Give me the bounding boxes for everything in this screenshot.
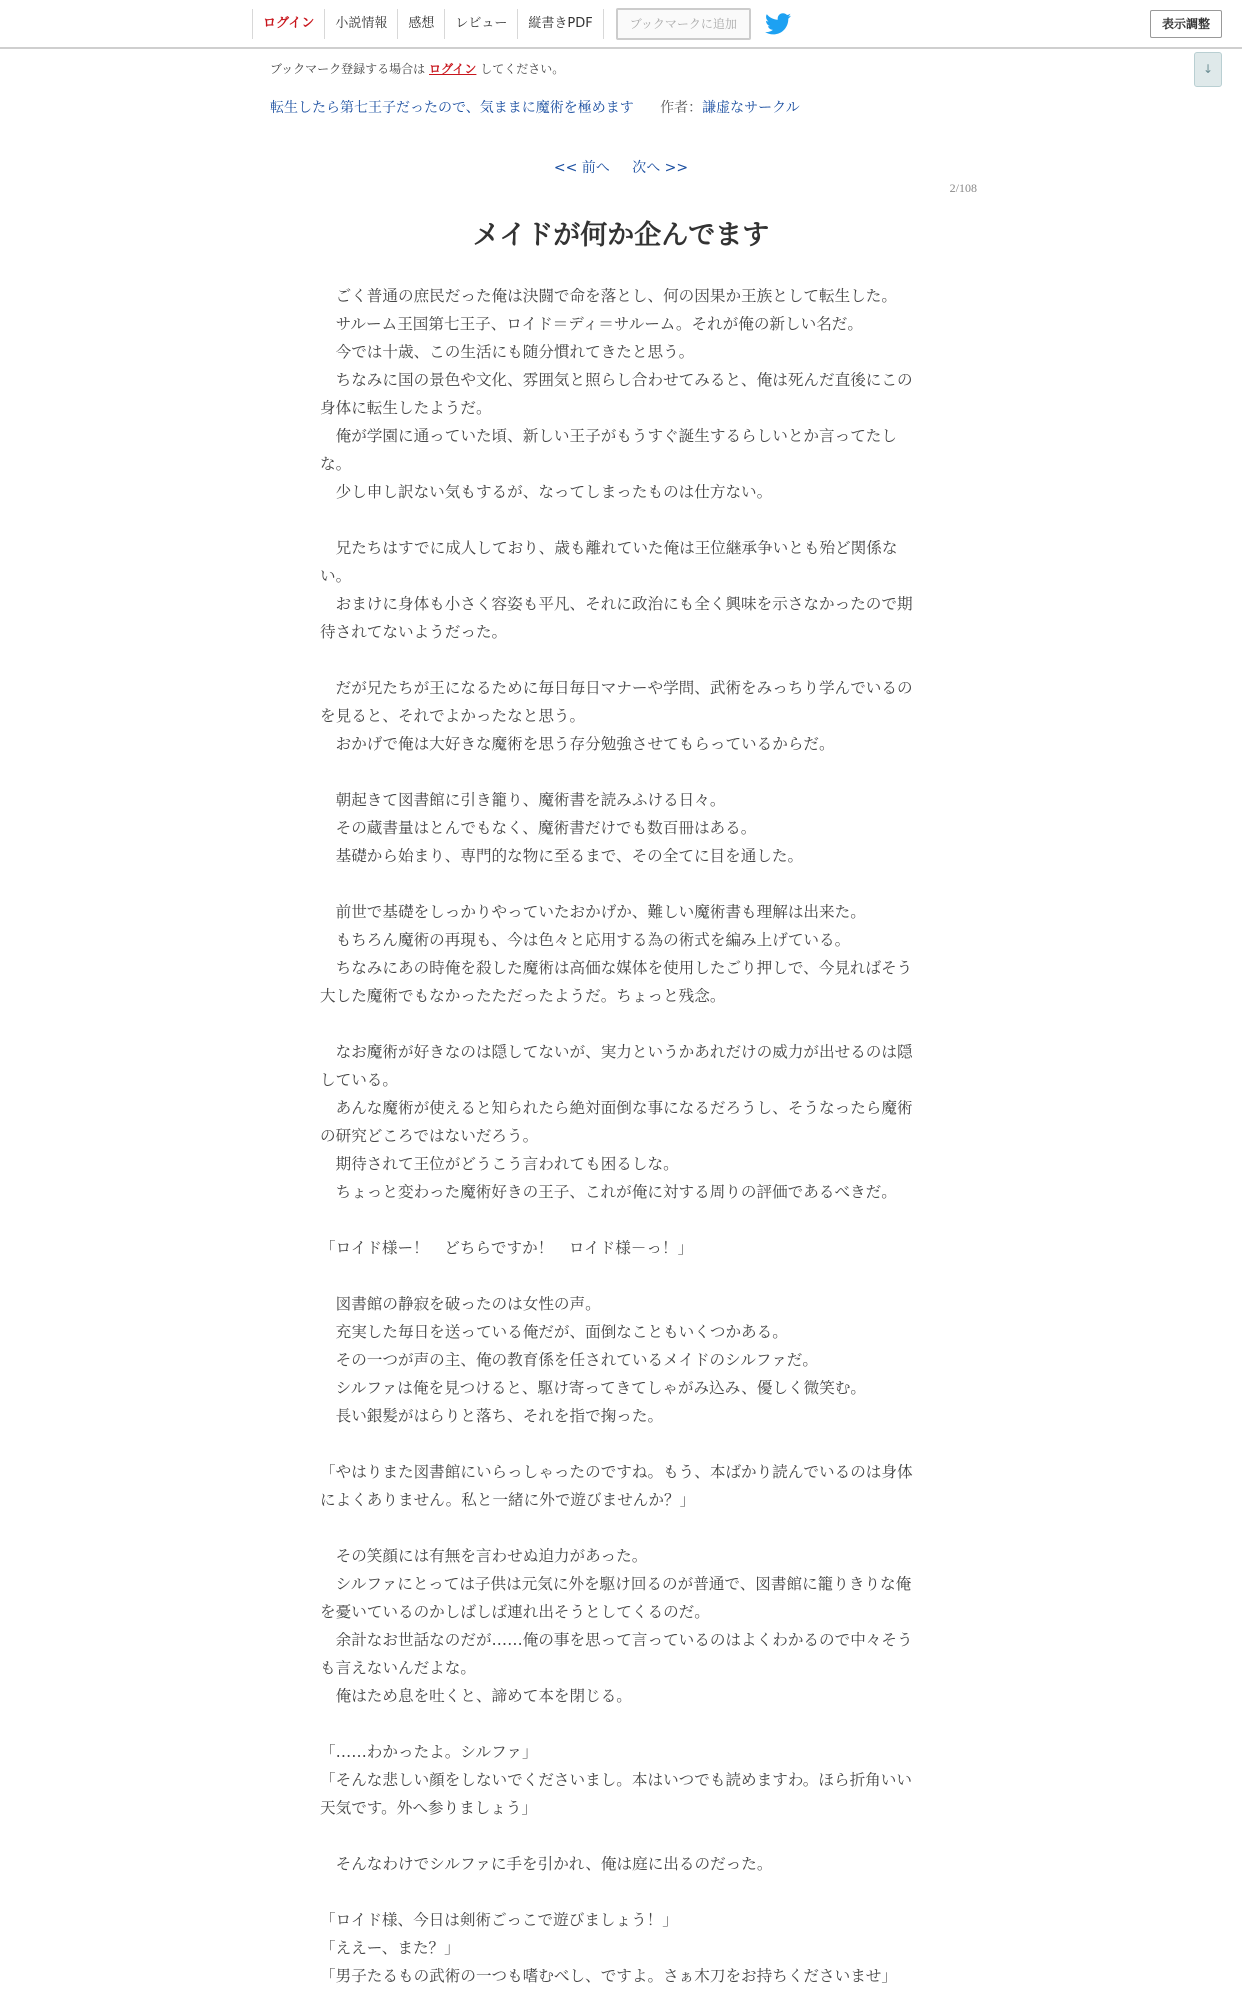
blank-line — [320, 506, 916, 534]
top-header — [0, 0, 1242, 49]
novel-paragraph: 「男子たるもの武術の一つも嗜むべし、ですよ。さぁ木刀をお持ちくださいませ」 — [320, 1967, 897, 1985]
novel-paragraph: 期待されて王位がどうこう言われても困るしな。 — [320, 1155, 679, 1173]
display-settings-button[interactable]: 表示調整 — [1150, 10, 1222, 38]
novel-paragraph: 「そんな悲しい顔をしないでくださいまし。本はいつでも読めますわ。ほら折角いい天気です。外へ参りましょう」 — [320, 1771, 912, 1817]
bookmark-login-note — [270, 60, 564, 77]
novel-paragraph: あんな魔術が使えると知られたら絶対面倒な事になるだろうし、そうなったら魔術の研究どころではないだろう。 — [320, 1099, 913, 1145]
blank-line — [320, 1822, 916, 1850]
novel-paragraph: おまけに身体も小さく容姿も平凡、それに政治にも全く興味を示さなかったので期待されてないようだった。 — [320, 595, 913, 641]
novel-paragraph: ちょっと変わった魔術好きの王子、これが俺に対する周りの評価であるべきだ。 — [320, 1183, 897, 1201]
novel-paragraph: その一つが声の主、俺の教育係を任されているメイドのシルファだ。 — [320, 1351, 818, 1369]
add-bookmark-button[interactable]: ブックマークに追加 — [616, 8, 751, 40]
novel-paragraph: 俺が学園に通っていた頃、新しい王子がもうすぐ誕生するらしいとか言ってたしな。 — [320, 427, 897, 473]
novel-paragraph: 長い銀髪がはらりと落ち、それを指で掬った。 — [320, 1407, 664, 1425]
novel-paragraph: 「ええー、また？」 — [320, 1939, 460, 1957]
blank-line — [320, 1514, 916, 1542]
novel-paragraph: 前世で基礎をしっかりやっていたおかげか、難しい魔術書も理解は出来た。 — [320, 903, 866, 921]
novel-paragraph: ちなみに国の景色や文化、雰囲気と照らし合わせてみると、俺は死んだ直後にこの身体に転生したようだ。 — [320, 371, 913, 417]
novel-paragraph: だが兄たちが王になるために毎日毎日マナーや学問、武術をみっちり学んでいるのを見ると、それでよかったなと思う。 — [320, 679, 913, 725]
scroll-down-button[interactable]: ↓ — [1194, 52, 1222, 87]
twitter-bird-icon[interactable] — [765, 13, 791, 35]
novel-paragraph: なお魔術が好きなのは隠してないが、実力というかあれだけの威力が出せるのは隠している。 — [320, 1043, 913, 1089]
blank-line — [320, 1206, 916, 1234]
series-title-link[interactable]: 転生したら第七王子だったので、気ままに魔術を極めます — [270, 100, 634, 116]
top-nav — [252, 9, 791, 39]
novel-paragraph: 基礎から始まり、専門的な物に至るまで、その全てに目を通した。 — [320, 847, 804, 865]
blank-line — [320, 646, 916, 674]
novel-text — [320, 282, 916, 1990]
blank-line — [320, 1430, 916, 1458]
novel-paragraph: ごく普通の庶民だった俺は決闘で命を落とし、何の因果か王族として転生した。 — [320, 287, 897, 305]
novel-paragraph: 余計なお世話なのだが……俺の事を思って言っているのはよくわかるので中々そうも言えないんだよな。 — [320, 1631, 913, 1677]
novel-paragraph: そんなわけでシルファに手を引かれ、俺は庭に出るのだった。 — [320, 1855, 773, 1873]
nav-login[interactable]: ログイン — [252, 9, 324, 39]
novel-paragraph: 少し申し訳ない気もするが、なってしまったものは仕方ない。 — [320, 483, 773, 501]
novel-paragraph: 充実した毎日を送っている俺だが、面倒なこともいくつかある。 — [320, 1323, 788, 1341]
blank-line — [320, 1010, 916, 1038]
novel-paragraph: 俺はため息を吐くと、諦めて本を閉じる。 — [320, 1687, 632, 1705]
novel-paragraph: その笑顔には有無を言わせぬ迫力があった。 — [320, 1547, 648, 1565]
chapter-pager — [0, 157, 1242, 177]
chapter-title: メイドが何か企んでます — [472, 220, 770, 251]
nav-impressions[interactable]: 感想 — [397, 9, 444, 39]
next-chapter-link[interactable]: 次へ >> — [632, 160, 689, 176]
login-link[interactable]: ログイン — [429, 62, 477, 76]
nav-reviews[interactable]: レビュー — [444, 9, 517, 39]
novel-paragraph: 「ロイド様、今日は剣術ごっこで遊びましょう！」 — [320, 1911, 678, 1929]
novel-paragraph: 今では十歳、この生活にも随分慣れてきたと思う。 — [320, 343, 695, 361]
novel-paragraph: 兄たちはすでに成人しており、歳も離れていた俺は王位継承争いとも殆ど関係ない。 — [320, 539, 898, 585]
prev-chapter-link[interactable]: << 前へ — [553, 160, 610, 176]
nav-novel-info[interactable]: 小説情報 — [324, 9, 397, 39]
novel-paragraph: 「やはりまた図書館にいらっしゃったのですね。もう、本ばかり読んでいるのは身体によくありません。私と一緒に外で遊びませんか？」 — [320, 1463, 913, 1509]
novel-paragraph: シルファにとっては子供は元気に外を駆け回るのが普通で、図書館に籠りきりな俺を憂いているのかしばしば連れ出そうとしてくるのだ。 — [320, 1575, 912, 1621]
blank-line — [320, 1710, 916, 1738]
novel-paragraph: 図書館の静寂を破ったのは女性の声。 — [320, 1295, 601, 1313]
novel-paragraph: 「ロイド様ー！ どちらですか！ ロイド様－っ！」 — [320, 1239, 694, 1257]
blank-line — [320, 870, 916, 898]
novel-paragraph: サルーム王国第七王子、ロイド＝ディ＝サルーム。それが俺の新しい名だ。 — [320, 315, 863, 333]
login-note-suffix: してください。 — [480, 62, 565, 76]
novel-paragraph: おかげで俺は大好きな魔術を思う存分勉強させてもらっているからだ。 — [320, 735, 835, 753]
novel-paragraph: 朝起きて図書館に引き籠り、魔術書を読みふける日々。 — [320, 791, 726, 809]
page-counter: 2/108 — [949, 181, 977, 195]
login-note-prefix: ブックマーク登録する場合は — [270, 62, 426, 76]
series-info — [270, 97, 800, 117]
nav-vertical-pdf[interactable]: 縦書きPDF — [517, 9, 603, 39]
blank-line — [320, 1878, 916, 1906]
novel-paragraph: ちなみにあの時俺を殺した魔術は高価な媒体を使用したごり押しで、今見ればそう大した魔術でもなかったただったようだ。ちょっと残念。 — [320, 959, 913, 1005]
author-label: 作者： — [660, 100, 703, 116]
blank-line — [320, 1262, 916, 1290]
novel-paragraph: もちろん魔術の再現も、今は色々と応用する為の術式を編み上げている。 — [320, 931, 851, 949]
author-link[interactable]: 謙虚なサークル — [702, 100, 800, 116]
novel-paragraph: その蔵書量はとんでもなく、魔術書だけでも数百冊はある。 — [320, 819, 757, 837]
blank-line — [320, 758, 916, 786]
novel-paragraph: 「……わかったよ。シルファ」 — [320, 1743, 538, 1761]
novel-paragraph: シルファは俺を見つけると、駆け寄ってきてしゃがみ込み、優しく微笑む。 — [320, 1379, 867, 1397]
